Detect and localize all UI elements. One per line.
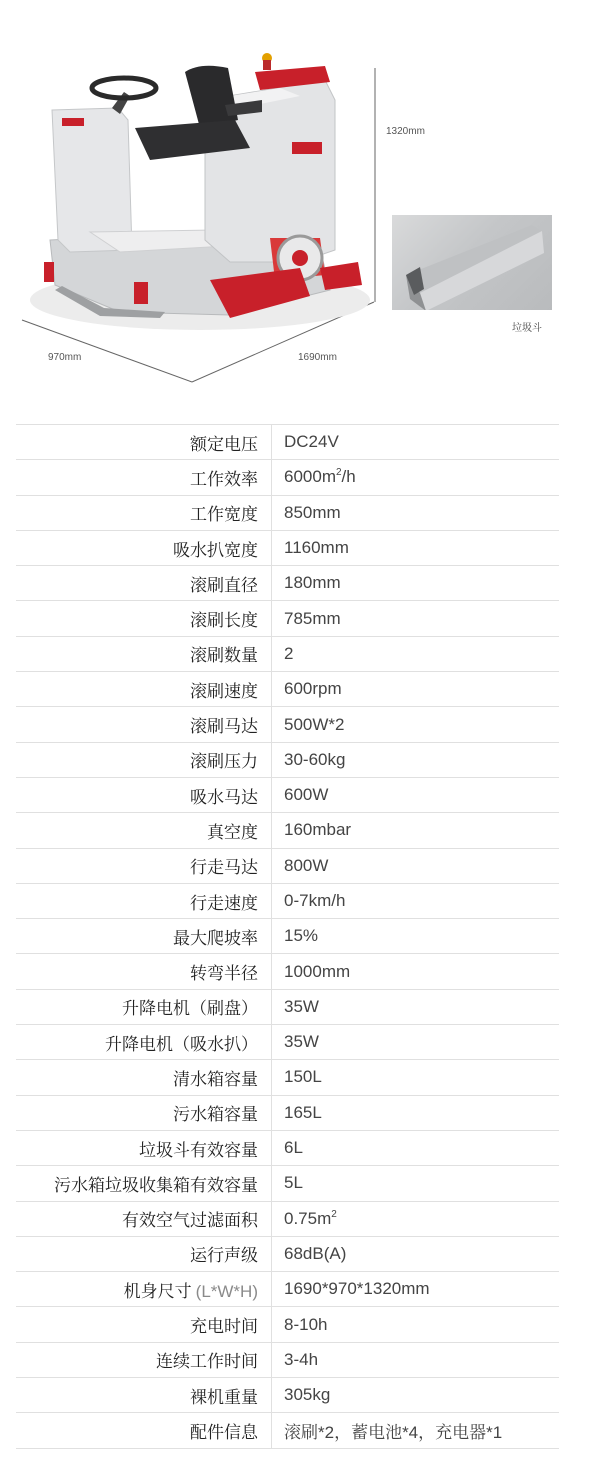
spec-label-text: 裸机重量 (190, 1387, 258, 1408)
spec-row (16, 707, 559, 742)
spec-label-text: 有效空气过滤面积 (122, 1211, 258, 1232)
spec-label (16, 536, 271, 561)
spec-label-text: 工作宽度 (190, 505, 258, 526)
spec-value (272, 1279, 430, 1299)
spec-value-text: 1690*970*1320mm (284, 1279, 430, 1299)
spec-value (272, 1032, 319, 1052)
spec-label-text: 充电时间 (190, 1317, 258, 1338)
spec-row (16, 954, 559, 989)
spec-value (272, 503, 341, 523)
spec-value-text: 0-7km/h (284, 891, 346, 910)
spec-label-text: 滚刷马达 (190, 717, 258, 738)
spec-row (16, 425, 559, 460)
spec-label (16, 571, 271, 596)
spec-row (16, 1131, 559, 1166)
spec-value-text: 785mm (284, 608, 341, 628)
spec-label (16, 1206, 271, 1231)
spec-label (16, 959, 271, 984)
spec-value (272, 997, 319, 1017)
spec-label-text: 滚刷长度 (190, 611, 258, 632)
spec-row (16, 1166, 559, 1201)
spec-value-text: 500W*2 (284, 714, 345, 734)
spec-row (16, 884, 559, 919)
spec-value-text: DC24V (284, 432, 339, 452)
scrubber-machine-image (0, 0, 600, 410)
spec-row (16, 496, 559, 531)
spec-row (16, 1202, 559, 1237)
spec-label (16, 994, 271, 1019)
spec-label (16, 1347, 271, 1372)
spec-row (16, 637, 559, 672)
hopper-caption: 垃圾斗 (512, 323, 542, 334)
spec-value (272, 1244, 346, 1264)
spec-label-text: 最大爬坡率 (173, 928, 258, 949)
spec-value (272, 891, 345, 911)
spec-label (16, 1136, 271, 1161)
spec-row (16, 531, 559, 566)
spec-value-text: 68dB(A) (284, 1243, 347, 1263)
spec-value-text: 滚刷*2，蓄电池*4，充电器*1 (284, 1422, 503, 1442)
spec-row (16, 1272, 559, 1307)
spec-label-text: 升降电机（刷盘） (122, 999, 258, 1020)
spec-label-text: 垃圾斗有效容量 (139, 1140, 258, 1161)
spec-row (16, 743, 559, 778)
hopper-photo (392, 215, 552, 310)
spec-value (272, 750, 345, 770)
spec-value-text: 160mbar (284, 820, 352, 840)
spec-value-text: 15% (284, 926, 319, 946)
spec-label-text: 吸水扒宽度 (173, 540, 258, 561)
width-dimension-label: 970mm (48, 352, 82, 363)
spec-row (16, 460, 559, 495)
spec-label-text: 运行声级 (190, 1246, 258, 1267)
spec-value-text: 30-60kg (284, 749, 346, 769)
spec-value-text: 1000mm (284, 961, 351, 981)
spec-value (272, 1138, 303, 1158)
spec-row (16, 1237, 559, 1272)
spec-value-text: 0.75m (284, 1208, 332, 1228)
spec-label-text: 转弯半径 (190, 964, 258, 985)
spec-value (272, 538, 349, 558)
spec-label-text: 污水箱垃圾收集箱有效容量 (54, 1175, 258, 1196)
spec-row (16, 919, 559, 954)
spec-row (16, 1343, 559, 1378)
spec-label (16, 1100, 271, 1125)
spec-row (16, 990, 559, 1025)
spec-label (16, 465, 271, 490)
spec-label (16, 677, 271, 702)
spec-value-text: 150L (284, 1067, 322, 1087)
spec-row (16, 1378, 559, 1413)
spec-label-text: 滚刷压力 (190, 752, 258, 773)
spec-row (16, 601, 559, 636)
spec-label (16, 1030, 271, 1055)
spec-value (272, 1173, 303, 1193)
unit-superscript: 2 (331, 1208, 337, 1220)
spec-label-text: 升降电机（吸水扒） (105, 1034, 258, 1055)
spec-value-text: 5L (284, 1173, 303, 1193)
spec-label-text: 吸水马达 (190, 787, 258, 808)
spec-value (272, 820, 351, 840)
spec-value (272, 432, 339, 452)
height-dimension-label: 1320mm (386, 126, 425, 137)
spec-value (272, 679, 342, 699)
spec-value (272, 715, 344, 735)
unit-suffix: /h (341, 467, 356, 487)
spec-label (16, 747, 271, 772)
spec-label-text: 滚刷直径 (190, 575, 258, 596)
unit-superscript: 2 (335, 467, 342, 479)
spec-value (272, 962, 350, 982)
spec-value-text: 8-10h (284, 1314, 328, 1334)
spec-label-text: 滚刷速度 (190, 681, 258, 702)
spec-label-text: 额定电压 (190, 434, 258, 455)
spec-value-text: 35W (284, 996, 319, 1016)
spec-label (16, 1383, 271, 1408)
product-illustration (0, 0, 600, 410)
spec-value-text: 3-4h (284, 1349, 319, 1369)
spec-row (16, 1413, 559, 1448)
spec-value (272, 467, 356, 487)
spec-value (272, 609, 341, 629)
spec-value (272, 785, 328, 805)
spec-value-text: 6000m (284, 467, 336, 487)
spec-row (16, 778, 559, 813)
spec-row (16, 1307, 559, 1342)
specification-table (16, 424, 559, 1449)
spec-value-text: 850mm (284, 502, 341, 522)
spec-value (272, 1067, 322, 1087)
spec-row (16, 566, 559, 601)
spec-value (272, 926, 318, 946)
length-dimension-label: 1690mm (298, 352, 337, 363)
spec-row (16, 813, 559, 848)
spec-value (272, 1350, 318, 1370)
spec-value (272, 573, 341, 593)
spec-label-text: 滚刷数量 (190, 646, 258, 667)
spec-value-text: 600rpm (284, 679, 342, 699)
spec-label-text: 行走速度 (190, 893, 258, 914)
spec-label (16, 500, 271, 525)
spec-label (16, 853, 271, 878)
spec-row (16, 1025, 559, 1060)
spec-label (16, 783, 271, 808)
spec-value-text: 35W (284, 1032, 319, 1052)
spec-label (16, 1241, 271, 1266)
spec-value-text: 180mm (284, 573, 341, 593)
spec-label (16, 1418, 271, 1443)
spec-label (16, 924, 271, 949)
spec-label (16, 1065, 271, 1090)
spec-label (16, 818, 271, 843)
spec-value (272, 1103, 322, 1123)
spec-value (272, 1418, 502, 1443)
spec-value (272, 644, 293, 664)
spec-label (16, 641, 271, 666)
spec-row (16, 1060, 559, 1095)
spec-label (16, 889, 271, 914)
spec-value-text: 2 (284, 643, 294, 663)
spec-row (16, 672, 559, 707)
spec-value-text: 1160mm (284, 538, 349, 558)
spec-label (16, 1171, 271, 1196)
spec-row (16, 849, 559, 884)
spec-label-text: 连续工作时间 (156, 1352, 258, 1373)
spec-label-note: (L*W*H) (195, 1281, 258, 1301)
spec-label-text: 工作效率 (190, 469, 258, 490)
spec-value-text: 600W (284, 785, 329, 805)
spec-label (16, 430, 271, 455)
spec-label-text: 污水箱容量 (173, 1105, 258, 1126)
spec-label (16, 1277, 271, 1302)
spec-value-text: 165L (284, 1102, 322, 1122)
spec-value-text: 305kg (284, 1385, 331, 1405)
spec-value-text: 800W (284, 855, 329, 875)
spec-label (16, 606, 271, 631)
spec-label-text: 行走马达 (190, 858, 258, 879)
spec-label-text: 配件信息 (190, 1422, 258, 1443)
spec-label (16, 712, 271, 737)
spec-label-text: 真空度 (207, 822, 258, 843)
spec-label-text: 清水箱容量 (173, 1069, 258, 1090)
spec-value-text: 6L (284, 1138, 303, 1158)
spec-label (16, 1312, 271, 1337)
spec-row (16, 1096, 559, 1131)
spec-value (272, 1315, 327, 1335)
spec-value (272, 1209, 337, 1229)
spec-label-text: 机身尺寸 (123, 1281, 192, 1302)
spec-value (272, 856, 328, 876)
spec-value (272, 1385, 330, 1405)
